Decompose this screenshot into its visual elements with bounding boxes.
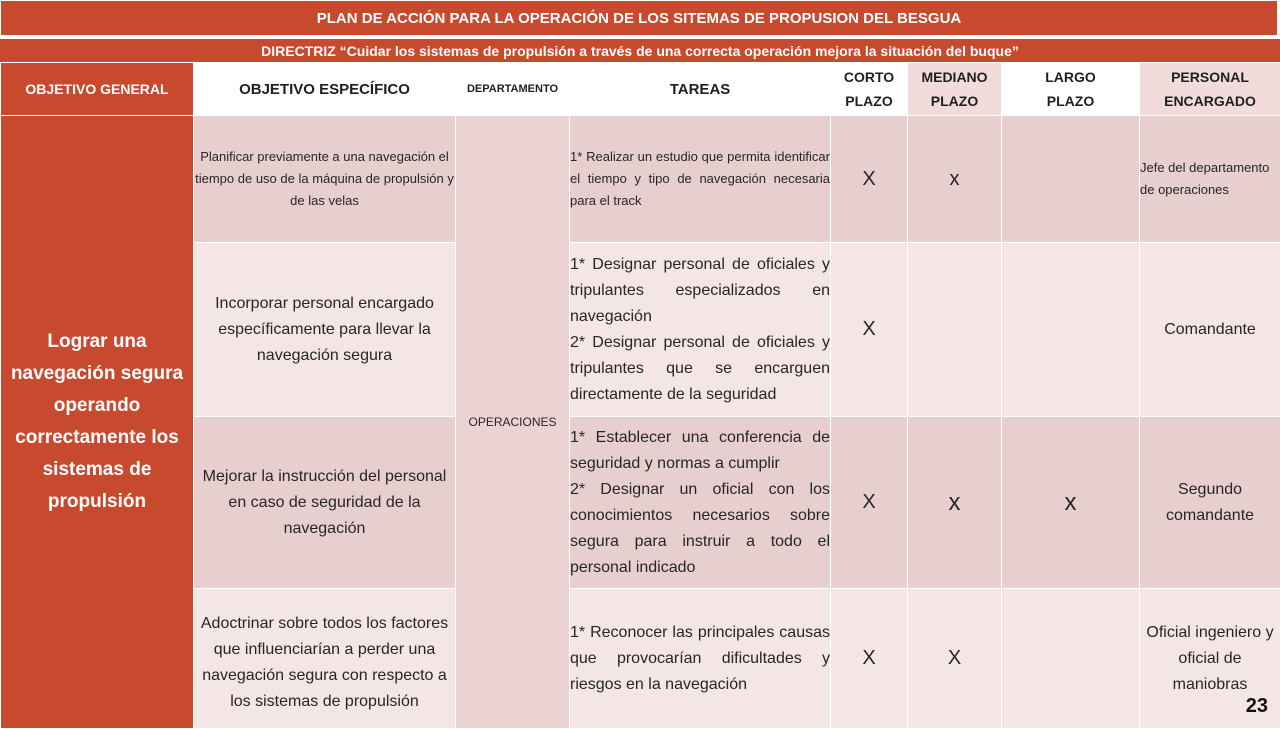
specific-objective-cell: Planificar previamente a una navegación el tiempo de uso de la máquina de propulsión y de las velas xyxy=(194,116,456,243)
header-short-line2: PLAZO xyxy=(831,89,907,113)
long-term-mark xyxy=(1002,243,1140,417)
header-short-term xyxy=(831,63,908,116)
department-text: OPERACIONES xyxy=(468,415,556,429)
long-term-mark: x xyxy=(1002,417,1140,589)
specific-objective-cell: Adoctrinar sobre todos los factores que influenciarían a perder una navegación segura con respecto a los sistemas de propulsión xyxy=(194,589,456,729)
department-cell xyxy=(456,116,570,729)
header-staff xyxy=(1140,63,1280,116)
specific-objective-cell: Incorporar personal encargado específicamente para llevar la navegación segura xyxy=(194,243,456,417)
task-line: 2* Designar personal de oficiales y tripulantes que se encarguen directamente de la seguridad xyxy=(570,330,830,408)
short-term-mark: X xyxy=(831,116,908,243)
page-number: 23 xyxy=(1246,695,1268,718)
action-plan-table xyxy=(0,62,1280,729)
medium-term-mark: x xyxy=(908,417,1002,589)
short-term-mark: X xyxy=(831,243,908,417)
header-medium-line2: PLAZO xyxy=(908,89,1001,113)
header-long-line2: PLAZO xyxy=(1002,89,1139,113)
header-department: DEPARTAMENTO xyxy=(456,63,570,116)
specific-objective-cell: Mejorar la instrucción del personal en caso de seguridad de la navegación xyxy=(194,417,456,589)
header-medium-term xyxy=(908,63,1002,116)
long-term-mark xyxy=(1002,589,1140,729)
document-title: PLAN DE ACCIÓN PARA LA OPERACIÓN DE LOS SITEMAS DE PROPUSION DEL BESGUA xyxy=(0,0,1278,36)
header-staff-line1: PERSONAL xyxy=(1140,65,1280,89)
header-short-line1: CORTO xyxy=(831,65,907,89)
header-staff-line2: ENCARGADO xyxy=(1140,89,1280,113)
short-term-mark: X xyxy=(831,417,908,589)
short-term-mark: X xyxy=(831,589,908,729)
staff-cell: Jefe del departamento de operaciones xyxy=(1140,116,1280,243)
long-term-mark xyxy=(1002,116,1140,243)
directive-banner: DIRECTRIZ “Cuidar los sistemas de propulsión a través de una correcta operación mejora la situación del buque” xyxy=(0,39,1280,62)
staff-cell: Segundo comandante xyxy=(1140,417,1280,589)
header-tasks: TAREAS xyxy=(570,63,831,116)
header-long-line1: LARGO xyxy=(1002,65,1139,89)
header-medium-line1: MEDIANO xyxy=(908,65,1001,89)
medium-term-mark: X xyxy=(908,589,1002,729)
staff-cell: Oficial ingeniero y oficial de maniobras xyxy=(1140,589,1280,729)
header-long-term xyxy=(1002,63,1140,116)
task-line: 1* Establecer una conferencia de seguridad y normas a cumplir xyxy=(570,425,830,477)
table-row xyxy=(1,116,1280,243)
task-line: 2* Designar un oficial con los conocimientos necesarios sobre segura para instruir a todo el personal indicado xyxy=(570,477,830,581)
tasks-cell: 1* Realizar un estudio que permita identificar el tiempo y tipo de navegación necesaria para el track xyxy=(570,116,831,243)
tasks-cell xyxy=(570,417,831,589)
header-row xyxy=(1,63,1280,116)
task-line: 1* Designar personal de oficiales y tripulantes especializados en navegación xyxy=(570,252,830,330)
general-objective-cell xyxy=(1,116,194,729)
tasks-cell xyxy=(570,243,831,417)
header-specific-objective: OBJETIVO ESPECÍFICO xyxy=(194,63,456,116)
medium-term-mark xyxy=(908,243,1002,417)
staff-cell: Comandante xyxy=(1140,243,1280,417)
header-general-objective: OBJETIVO GENERAL xyxy=(1,63,194,116)
tasks-cell: 1* Reconocer las principales causas que provocarían dificultades y riesgos en la navegación xyxy=(570,589,831,729)
general-objective-text: Lograr una navegación segura operando correctamente los sistemas de propulsión xyxy=(11,331,183,512)
medium-term-mark: x xyxy=(908,116,1002,243)
